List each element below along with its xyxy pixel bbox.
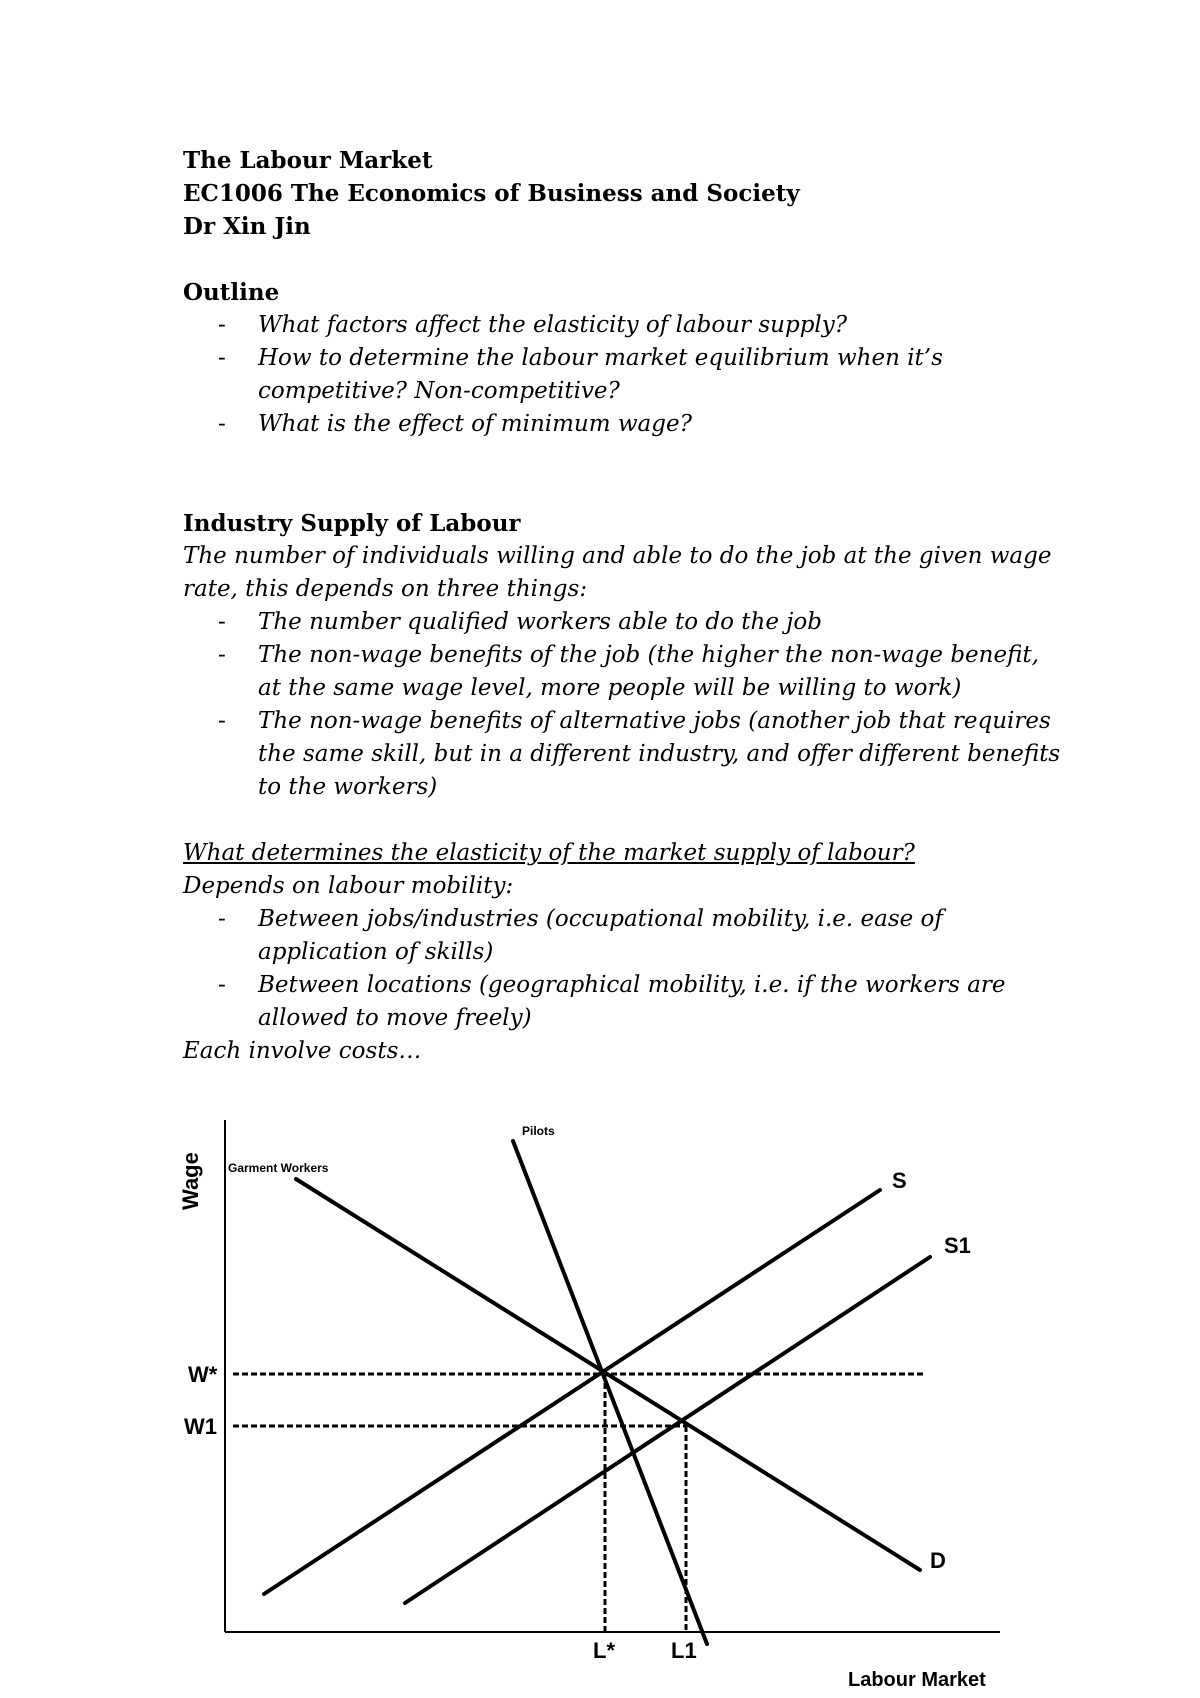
list-item: - The number qualified workers able to do the job (258, 606, 1063, 639)
l-star-label: L* (593, 1638, 615, 1663)
elasticity-question: What determines the elasticity of the market supply of labour? (183, 840, 915, 866)
x-axis-label: Labour Market (848, 1669, 986, 1691)
author: Dr Xin Jin (183, 213, 311, 240)
list-item: - How to determine the labour market equilibrium when it’s competitive? Non-competitive? (258, 342, 1063, 408)
elasticity-intro: Depends on labour mobility: (183, 873, 514, 899)
document-title: The Labour Market (183, 147, 433, 174)
s-label: S (892, 1168, 907, 1193)
list-item: - The non-wage benefits of alternative jobs (another job that requires the same skill, but in a different industry, and offer different benefits to the workers) (258, 705, 1063, 804)
s1-label: S1 (944, 1233, 971, 1258)
list-item: - What is the effect of minimum wage? (258, 408, 1063, 441)
list-item: - The non-wage benefits of the job (the higher the non-wage benefit, at the same wage level, more people will be willing to work) (258, 639, 1063, 705)
y-axis-label: Wage (178, 1152, 203, 1210)
list-item: - What factors affect the elasticity of labour supply? (258, 309, 1063, 342)
course-title: EC1006 The Economics of Business and Society (183, 180, 800, 207)
list-item: - Between locations (geographical mobility, i.e. if the workers are allowed to move freely) (258, 969, 1063, 1035)
garment-workers-label: Garment Workers (228, 1161, 329, 1175)
l1-label: L1 (671, 1638, 697, 1663)
d-label: D (930, 1548, 946, 1573)
demand-curve-pilots (513, 1141, 707, 1644)
supply-heading: Industry Supply of Labour (183, 510, 521, 537)
supply-curve-s (264, 1190, 880, 1594)
outline-heading: Outline (183, 279, 280, 306)
supply-intro: The number of individuals willing and able to do the job at the given wage rate, this depends on three things: (183, 543, 1052, 602)
list-item: - Between jobs/industries (occupational mobility, i.e. ease of application of skills) (258, 903, 1063, 969)
w-star-label: W* (188, 1362, 218, 1387)
supply-curve-s1 (405, 1257, 930, 1603)
elasticity-closing: Each involve costs… (183, 1038, 422, 1064)
pilots-label: Pilots (522, 1124, 555, 1138)
w1-label: W1 (184, 1414, 217, 1439)
